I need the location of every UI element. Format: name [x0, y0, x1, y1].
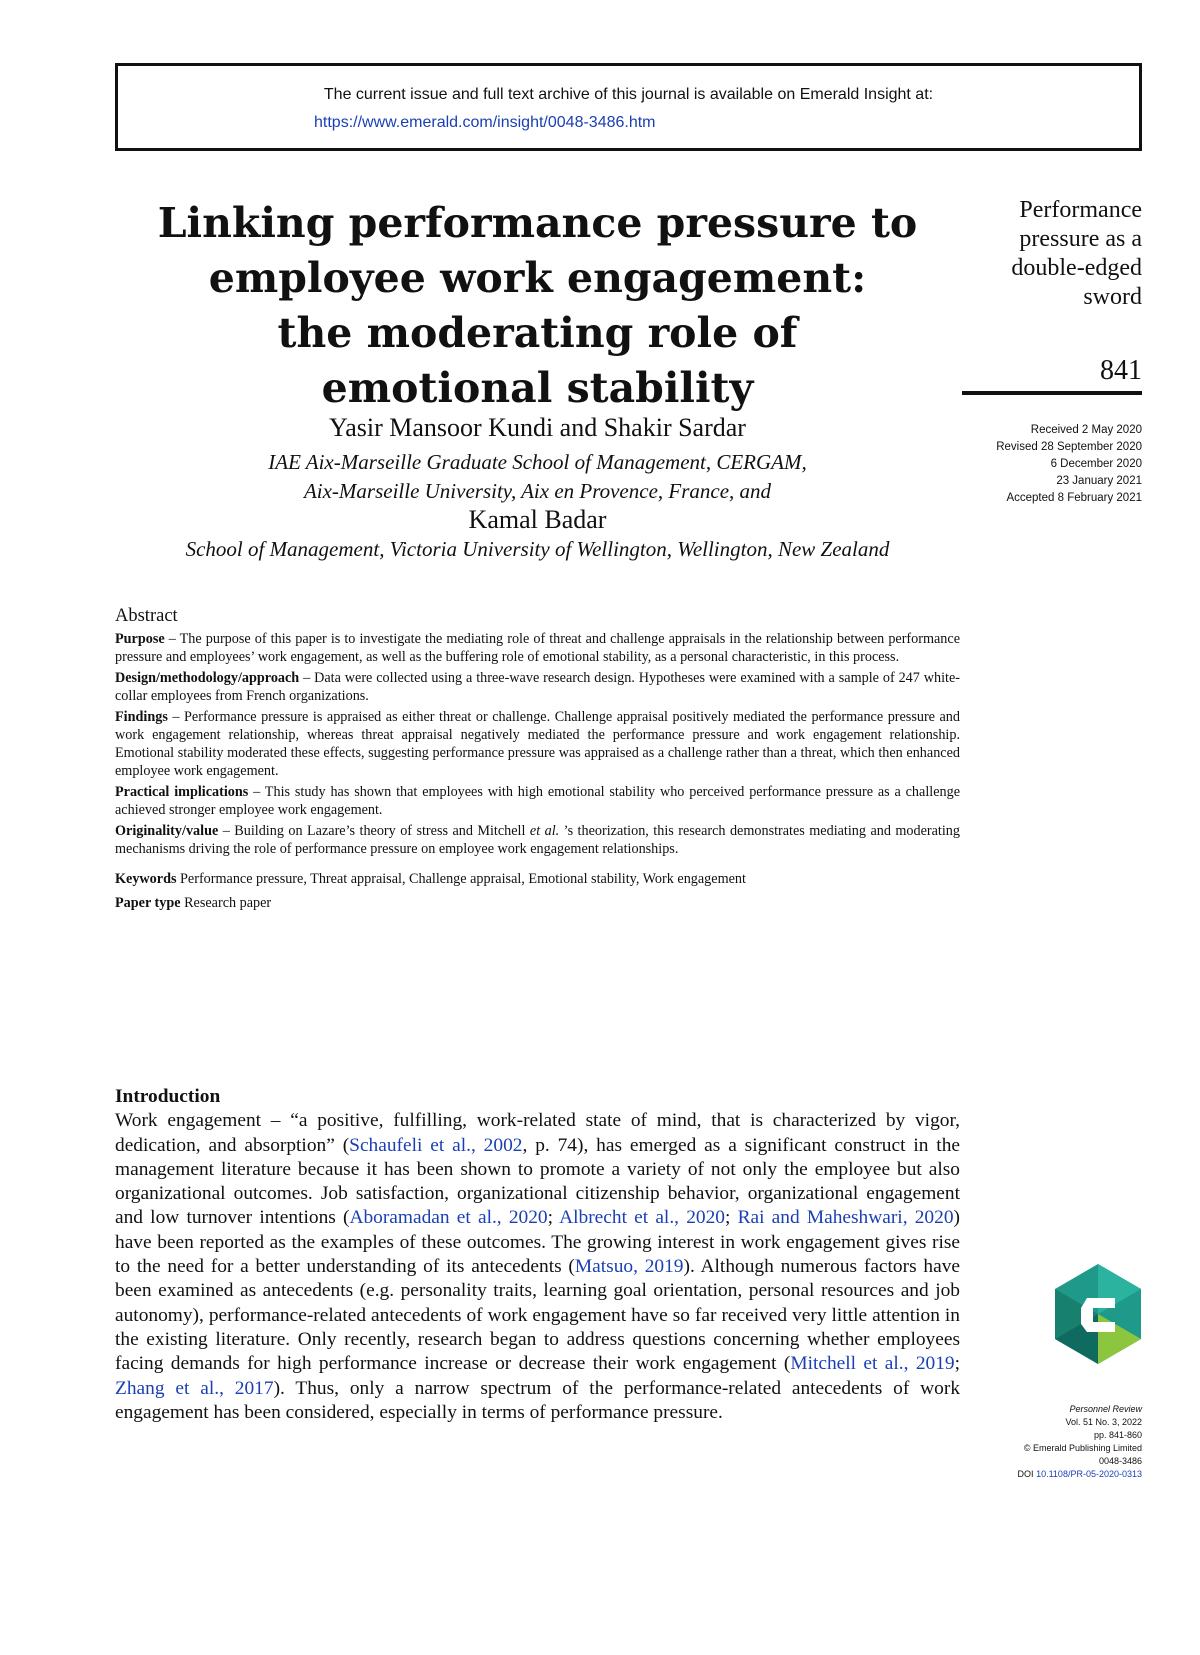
- abstract-findings: [115, 708, 960, 780]
- keywords: [115, 868, 960, 891]
- journal-name: Personnel Review: [1069, 1404, 1142, 1414]
- abstract-practical: [115, 783, 960, 819]
- affiliation-line: IAE Aix-Marseille Graduate School of Management, CERGAM,: [268, 450, 807, 474]
- affiliation-1: [115, 448, 960, 506]
- doi-label: DOI: [1017, 1469, 1034, 1479]
- intro-text: ;: [547, 1207, 560, 1229]
- date-line: Accepted 8 February 2021: [1006, 492, 1142, 504]
- citation-link[interactable]: Aboramadan et al., 2020: [349, 1207, 548, 1229]
- date-line: Received 2 May 2020: [1030, 424, 1142, 436]
- practical-text: – This study has shown that employees with high emotional stability who perceived performance pressure as a challenge achieved stronger employee work engagement.: [115, 784, 960, 818]
- citation-link[interactable]: Mitchell et al., 2019: [790, 1353, 955, 1375]
- history-dates: [996, 422, 1142, 507]
- journal-availability-box: [115, 63, 1142, 151]
- journal-pages: pp. 841-860: [1093, 1430, 1142, 1440]
- intro-text: ). Although numerous factors have been examined as antecedents (e.g. personality traits, learning goal orientation, personal resources and job autonomy), performance-related antecedents of work engagement have so far received very little attention in the existing literature. Only recently, research began to address questions concerning whether employees facing demands for high performance increase or decrease their work engagement (: [115, 1256, 961, 1375]
- affiliation-line: Aix-Marseille University, Aix en Provence, France, and: [303, 479, 772, 503]
- page-number: 841: [1100, 355, 1142, 386]
- intro-text: ;: [724, 1207, 738, 1229]
- date-line: 6 December 2020: [1050, 458, 1142, 470]
- abstract-heading: Abstract: [115, 606, 178, 626]
- running-head-line: double-edged: [1011, 255, 1142, 281]
- originality-text-cont: ’s theorization, this research demonstrates mediating and moderating mechanisms driving the role of performance pressure on employee work engagement relationships.: [115, 823, 960, 857]
- design-text: – Data were collected using a three-wave research design. Hypotheses were examined with a sample of 247 white-collar employees from French organizations.: [115, 670, 960, 704]
- running-head-line: sword: [1083, 284, 1142, 310]
- date-line: 23 January 2021: [1056, 475, 1142, 487]
- citation-link[interactable]: Schaufeli et al., 2002: [349, 1134, 523, 1156]
- originality-text: – Building on Lazare’s theory of stress and Mitchell: [218, 823, 530, 839]
- originality-label: Originality/value: [115, 823, 219, 839]
- abstract-originality: [115, 822, 960, 858]
- availability-notice: The current issue and full text archive of this journal is available on Emerald Insight at:: [323, 86, 934, 103]
- intro-text: , p. 74), has emerged as a significant construct in the management literature because it has been shown to promote a variety of not only the employee but also organizational outcomes. Job satisfaction, organizational citizenship behavior, organizational engagement and low turnover intentions (: [115, 1134, 960, 1229]
- introduction-heading: Introduction: [115, 1086, 221, 1107]
- design-label: Design/methodology/approach: [115, 670, 300, 686]
- publisher: © Emerald Publishing Limited: [1023, 1443, 1142, 1453]
- journal-url-link[interactable]: https://www.emerald.com/insight/0048-3486.htm: [314, 114, 656, 131]
- doi-line: [1018, 1468, 1142, 1481]
- citation-link[interactable]: Albrecht et al., 2020: [559, 1207, 725, 1229]
- abstract-purpose: [115, 630, 960, 666]
- intro-text: Work engagement – “a positive, fulfilling, work-related state of mind, that is characterized by vigor, dedication, and absorption” (: [115, 1110, 960, 1156]
- introduction-paragraph: [115, 1109, 960, 1425]
- date-line: Revised 28 September 2020: [996, 441, 1142, 453]
- affiliation-2: School of Management, Victoria University of Wellington, Wellington, New Zealand: [185, 537, 890, 561]
- title-line: employee work engagement:: [208, 254, 867, 302]
- authors-group-1: Yasir Mansoor Kundi and Shakir Sardar: [329, 413, 746, 442]
- purpose-text: – The purpose of this paper is to investigate the mediating role of threat and challenge appraisals in the relationship between performance pressure and employees’ work engagement, as well as the buffering role of emotional stability, as a personal characteristic, in this process.: [115, 631, 960, 665]
- doi-link[interactable]: 10.1108/PR-05-2020-0313: [1036, 1469, 1142, 1479]
- intro-text: ) have been reported as the examples of these outcomes. The growing interest in work engagement gives rise to the need for a better understanding of its antecedents (: [115, 1207, 960, 1278]
- abstract: [115, 607, 960, 915]
- paper-type-label: Paper type: [115, 895, 181, 911]
- originality-etal: et al.: [529, 823, 560, 839]
- findings-text: – Performance pressure is appraised as either threat or challenge. Challenge appraisal positively mediated the performance pressure and work engagement relationship, whereas threat appraisal negatively mediated the performance pressure and work engagement relationship. Emotional stability moderated these effects, suggesting performance pressure was appraised as a challenge rather than a threat, which then enhanced employee work engagement.: [115, 709, 960, 779]
- intro-text: ). Thus, only a narrow spectrum of the performance-related antecedents of work engagement has been considered, especially in terms of performance pressure.: [115, 1377, 961, 1423]
- intro-text: ;: [954, 1353, 960, 1375]
- citation-link[interactable]: Zhang et al., 2017: [115, 1377, 274, 1399]
- journal-info: [1018, 1403, 1142, 1481]
- title-line: the moderating role of: [277, 309, 798, 357]
- paper-title: [115, 196, 960, 416]
- running-head: [1011, 196, 1142, 312]
- authors-group-2: Kamal Badar: [468, 505, 607, 534]
- abstract-design: [115, 669, 960, 705]
- emerald-logo-icon: [1053, 1262, 1143, 1387]
- journal-volume: Vol. 51 No. 3, 2022: [1065, 1417, 1142, 1427]
- introduction-section: [115, 1085, 960, 1425]
- findings-label: Findings: [115, 709, 168, 725]
- margin-rule: [962, 391, 1142, 395]
- running-head-line: pressure as a: [1019, 226, 1142, 252]
- citation-link[interactable]: Matsuo, 2019: [574, 1256, 684, 1278]
- paper-type: [115, 894, 960, 912]
- title-line: Linking performance pressure to: [157, 199, 918, 247]
- issn: 0048-3486: [1098, 1456, 1142, 1466]
- title-line: emotional stability: [321, 364, 754, 412]
- practical-label: Practical implications: [115, 784, 249, 800]
- citation-link[interactable]: Rai and Maheshwari, 2020: [737, 1207, 954, 1229]
- running-head-line: Performance: [1019, 197, 1142, 223]
- keywords-label: Keywords: [115, 871, 177, 887]
- keywords-text: Performance pressure, Threat appraisal, Challenge appraisal, Emotional stability, Work engagement: [176, 871, 746, 887]
- paper-type-text: Research paper: [180, 895, 272, 911]
- purpose-label: Purpose: [115, 631, 165, 647]
